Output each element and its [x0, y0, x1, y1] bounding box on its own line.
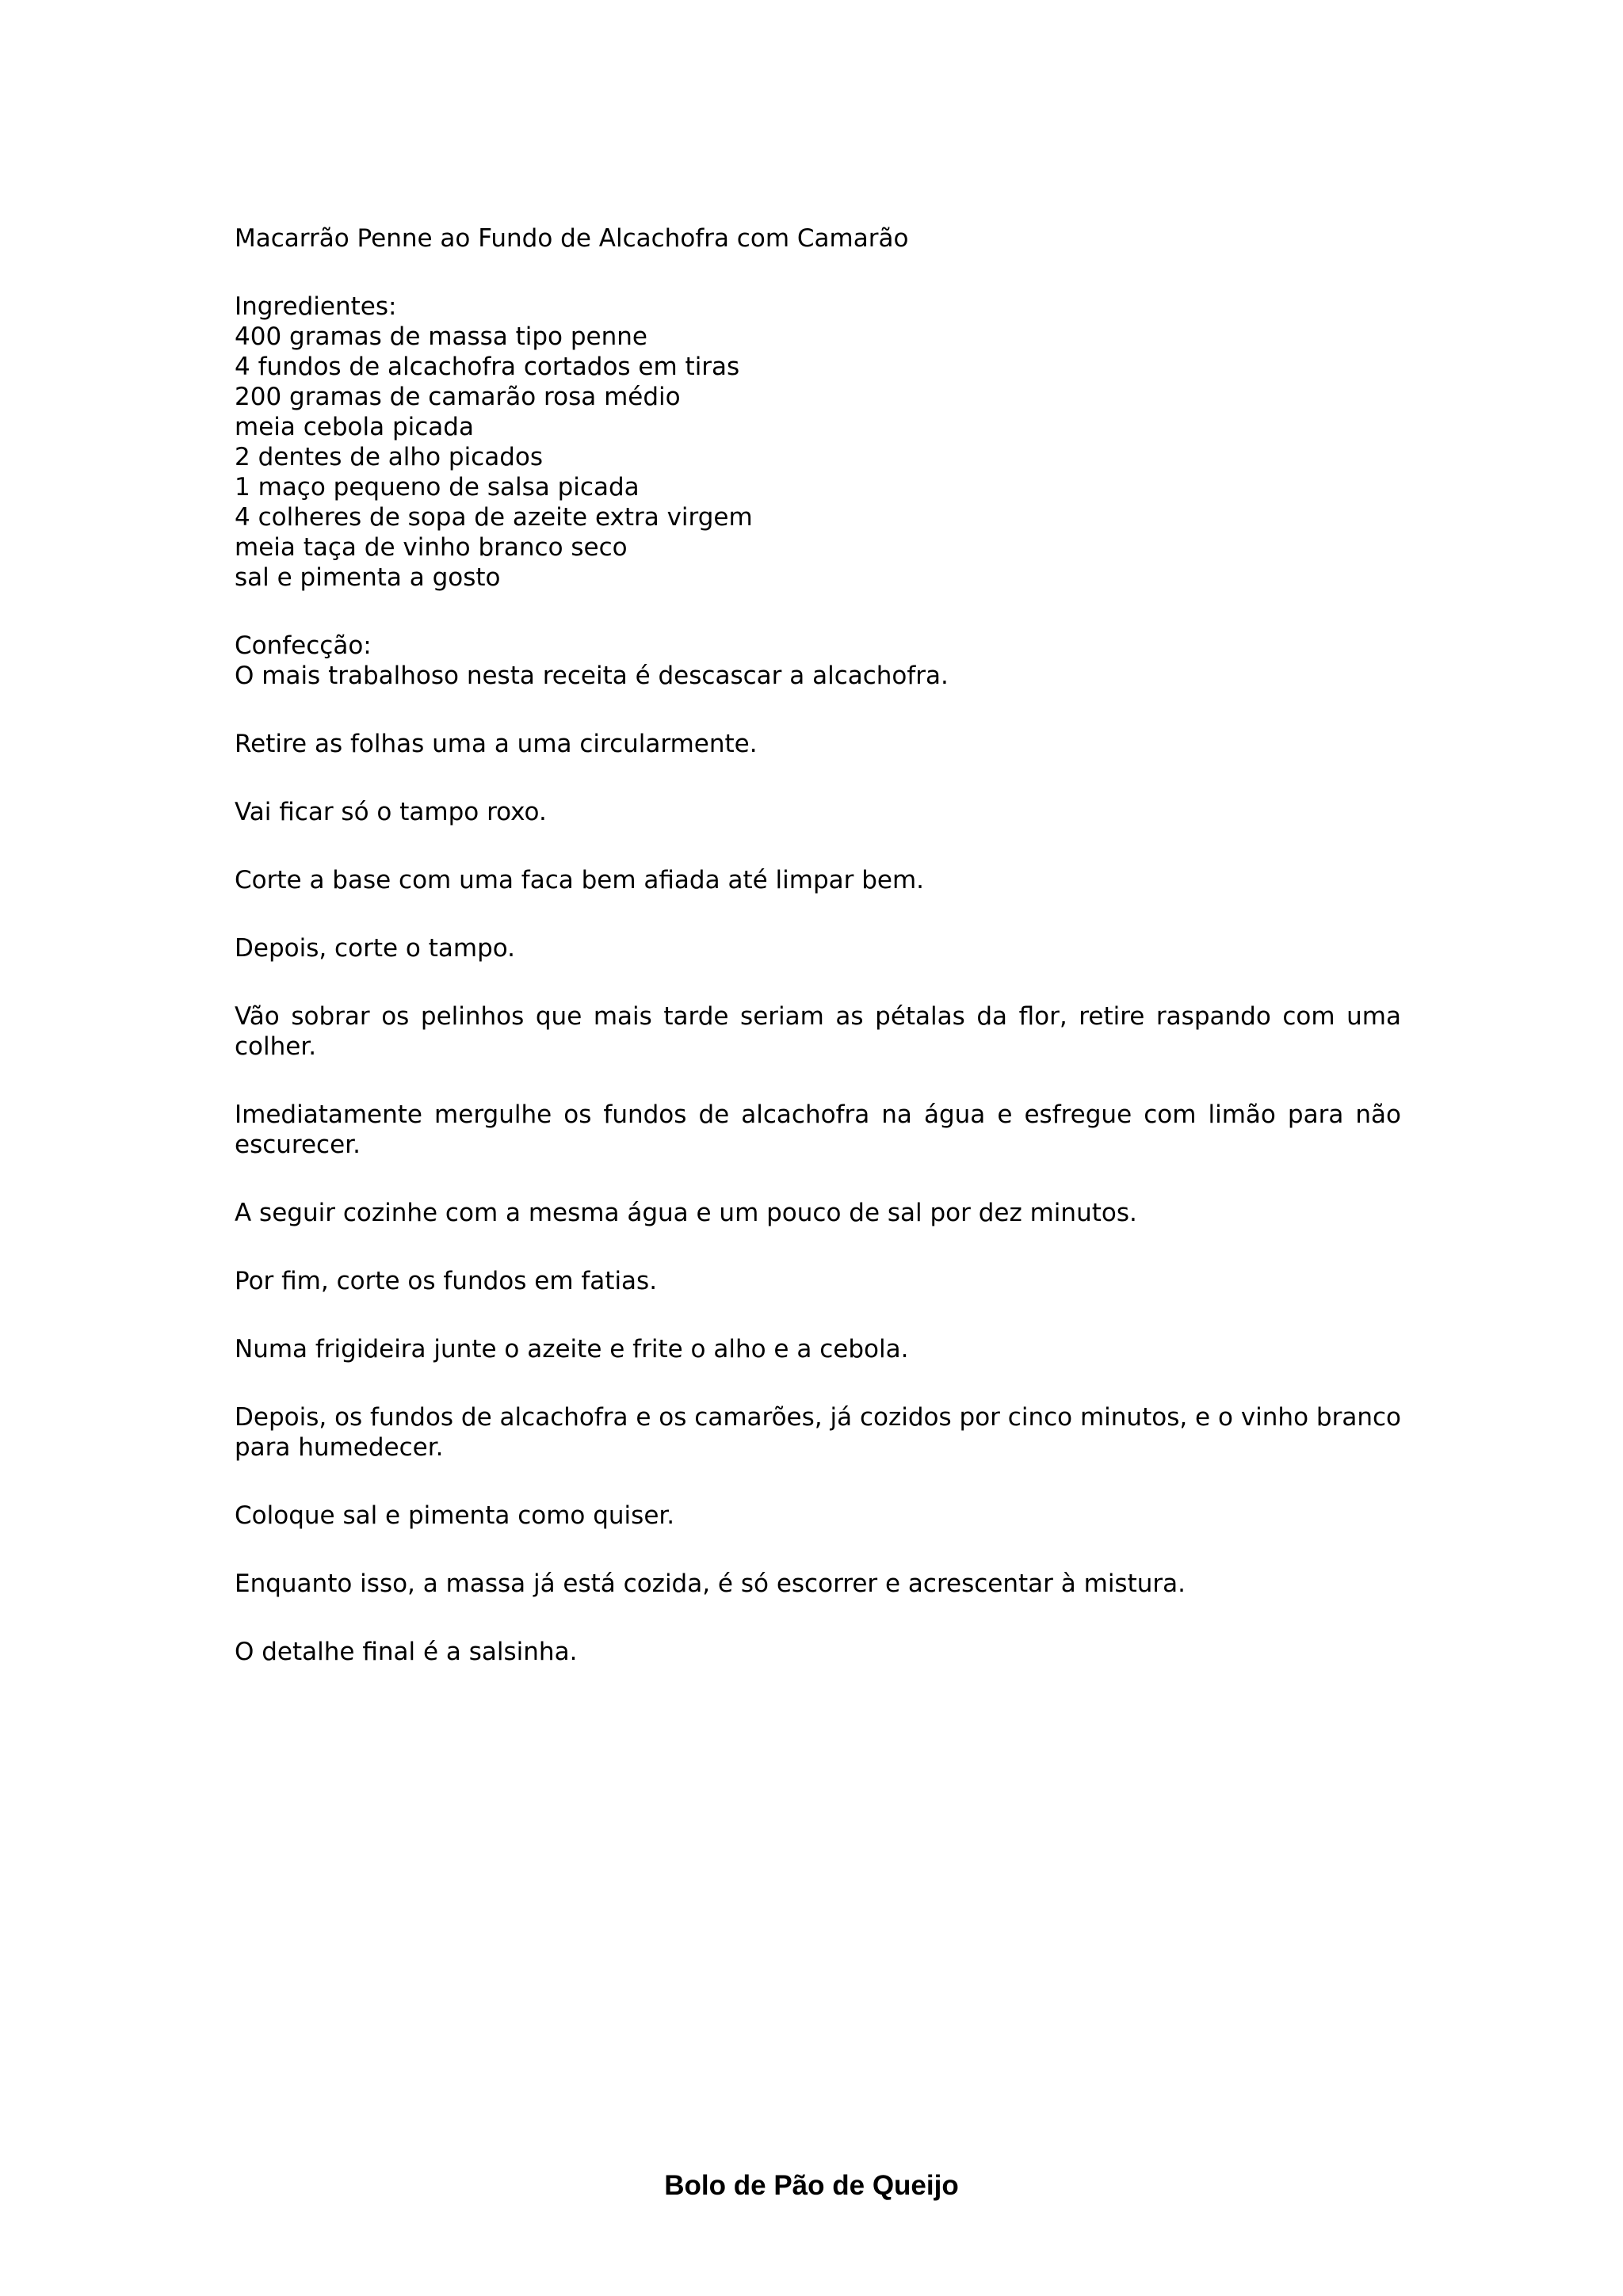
method-step: Numa frigideira junte o azeite e frite o alho e a cebola. — [235, 1335, 909, 1363]
method-step: Coloque sal e pimenta como quiser. — [235, 1501, 675, 1530]
method-step: Depois, os fundos de alcachofra e os camarões, já cozidos por cinco minutos, e o vinho branco para humedecer. — [235, 1403, 1401, 1462]
ingredient-item: 4 fundos de alcachofra cortados em tiras — [235, 353, 740, 381]
method-step: Retire as folhas uma a uma circularmente. — [235, 730, 758, 758]
ingredient-item: 200 gramas de camarão rosa médio — [235, 383, 681, 411]
recipe-body — [235, 223, 1401, 1705]
method-heading: Confecção: — [235, 631, 372, 660]
method-step: Vão sobrar os pelinhos que mais tarde seriam as pétalas da flor, retire raspando com uma colher. — [235, 1002, 1401, 1061]
method-step: Depois, corte o tampo. — [235, 934, 516, 963]
ingredient-item: meia taça de vinho branco seco — [235, 533, 628, 562]
method-step: A seguir cozinhe com a mesma água e um pouco de sal por dez minutos. — [235, 1199, 1137, 1227]
next-recipe-title: Bolo de Pão de Queijo — [664, 2170, 959, 2201]
ingredient-item: 2 dentes de alho picados — [235, 443, 544, 471]
ingredients-list — [235, 322, 1401, 593]
ingredients-heading: Ingredientes: — [235, 292, 397, 321]
recipe-title: Macarrão Penne ao Fundo de Alcachofra com Camarão — [235, 224, 909, 253]
method-step: Vai ficar só o tampo roxo. — [235, 798, 547, 826]
ingredient-item: sal e pimenta a gosto — [235, 563, 501, 592]
method-step: Por fim, corte os fundos em fatias. — [235, 1267, 658, 1295]
method-step: Imediatamente mergulhe os fundos de alcachofra na água e esfregue com limão para não escurecer. — [235, 1100, 1401, 1159]
ingredient-item: 1 maço pequeno de salsa picada — [235, 473, 640, 502]
method-step: O mais trabalhoso nesta receita é descascar a alcachofra. — [235, 662, 949, 690]
ingredient-item: 400 gramas de massa tipo penne — [235, 322, 647, 351]
ingredient-item: meia cebola picada — [235, 413, 474, 441]
method-step: Corte a base com uma faca bem afiada até limpar bem. — [235, 866, 925, 894]
method-step: O detalhe final é a salsinha. — [235, 1638, 578, 1666]
method-step: Enquanto isso, a massa já está cozida, é só escorrer e acrescentar à mistura. — [235, 1569, 1186, 1598]
ingredient-item: 4 colheres de sopa de azeite extra virgem — [235, 503, 753, 532]
